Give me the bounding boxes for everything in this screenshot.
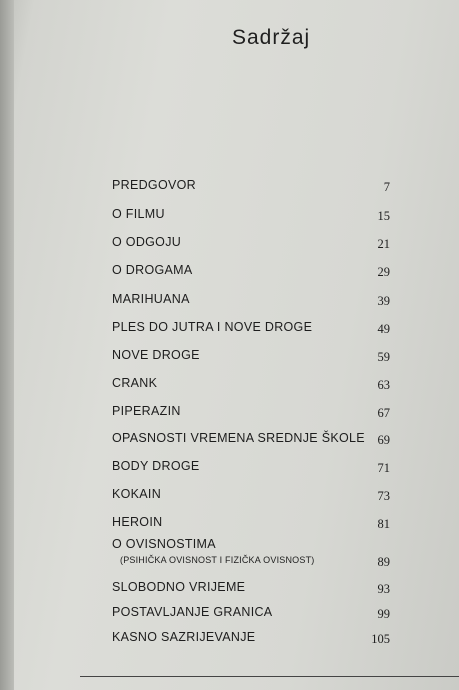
toc-entry-page: 7	[383, 180, 390, 194]
toc-entry	[112, 630, 390, 652]
toc-entry	[112, 178, 390, 200]
toc-entry	[112, 537, 390, 571]
page-title: Sadržaj	[232, 26, 311, 49]
toc-entry-label: PIPERAZIN	[112, 404, 181, 418]
toc-entry	[112, 515, 390, 537]
toc-entry-page: 29	[377, 265, 390, 279]
toc-entry-label: KASNO SAZRIJEVANJE	[112, 630, 256, 644]
toc-entry-label: O DROGAMA	[112, 263, 193, 277]
toc-entry-label: O ODGOJU	[112, 235, 182, 249]
toc-entry-page: 63	[377, 378, 390, 392]
toc-entry	[112, 263, 390, 285]
toc-entry	[112, 580, 390, 602]
toc-entry	[112, 348, 390, 370]
toc-entry	[112, 207, 390, 229]
toc-entry-label: BODY DROGE	[112, 459, 200, 473]
toc-entry-page: 67	[377, 406, 390, 420]
toc-entry-label: KOKAIN	[112, 487, 162, 501]
toc-entry-page: 81	[377, 517, 390, 531]
toc-entry-page: 15	[377, 209, 390, 223]
toc-entry-sublabel: (PSIHIČKA OVISNOST I FIZIČKA OVISNOST)	[120, 555, 315, 565]
toc-entry-page: 21	[377, 237, 390, 251]
toc-entry	[112, 487, 390, 509]
toc-entry-label: MARIHUANA	[112, 292, 190, 306]
toc-entry-label: OPASNOSTI VREMENA SREDNJE ŠKOLE	[112, 431, 365, 445]
toc-entry-page: 49	[377, 322, 390, 336]
toc-entry	[112, 376, 390, 398]
toc-entry-page: 99	[377, 607, 390, 621]
toc-entry-page: 105	[371, 632, 390, 646]
toc-entry	[112, 605, 390, 627]
toc-entry-page: 73	[377, 489, 390, 503]
toc-entry	[112, 431, 390, 453]
toc-entry	[112, 459, 390, 481]
toc-entry-page: 71	[377, 461, 390, 475]
toc-entry-label: O OVISNOSTIMA	[112, 537, 216, 551]
toc-entry	[112, 235, 390, 257]
toc-entry-page: 93	[377, 582, 390, 596]
toc-entry	[112, 320, 390, 342]
toc-entry	[112, 292, 390, 314]
toc-entry-label: PREDGOVOR	[112, 178, 196, 192]
toc-entry-label: CRANK	[112, 376, 158, 390]
toc-entry	[112, 404, 390, 426]
footer-rule	[80, 676, 459, 677]
toc-entry-label: NOVE DROGE	[112, 348, 200, 362]
toc-entry-label: O FILMU	[112, 207, 165, 221]
toc-entry-page: 69	[377, 433, 390, 447]
toc-entry-page: 39	[377, 294, 390, 308]
toc-entry-label: HEROIN	[112, 515, 163, 529]
toc-entry-page: 89	[377, 555, 390, 569]
toc-entry-label: POSTAVLJANJE GRANICA	[112, 605, 273, 619]
toc-entry-page: 59	[377, 350, 390, 364]
toc-entry-label: SLOBODNO VRIJEME	[112, 580, 246, 594]
toc-entry-label: PLES DO JUTRA I NOVE DROGE	[112, 320, 313, 334]
book-gutter	[0, 0, 14, 690]
